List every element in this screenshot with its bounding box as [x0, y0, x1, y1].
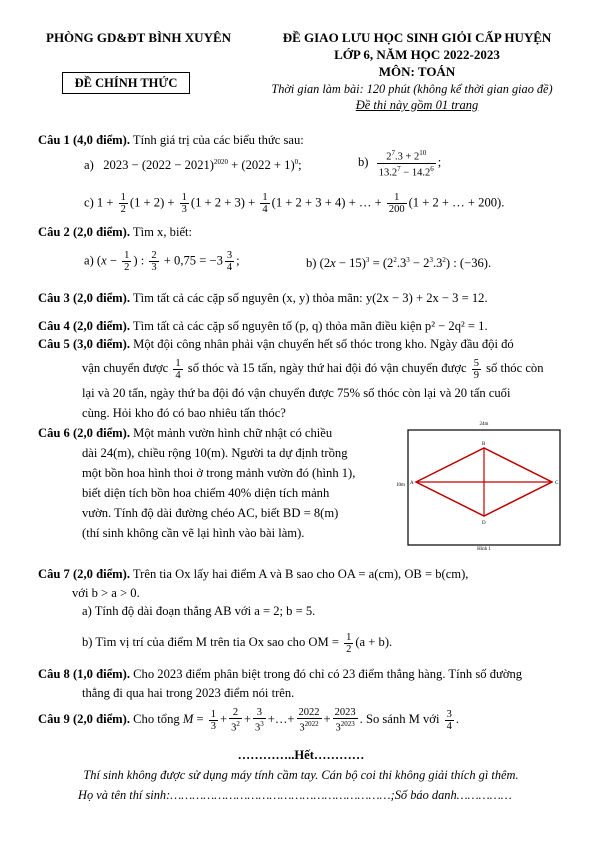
question-8-heading: Câu 8 (1,0 điểm).	[38, 667, 130, 681]
question-8-line1: Cho 2023 điểm phân biệt trong đó chỉ có 23 điểm thẳng hàng. Tính số đường	[133, 667, 523, 681]
question-6-line6: (thí sinh không cần vẽ lại hình vào bài làm).	[82, 526, 305, 540]
expr-2a: a) (x − $\frac{1}{2}$ ) : $\frac{2}{3}$ + 0,75 = −3 $\frac{3}{4}$ ;	[84, 250, 240, 273]
subject: MÔN: TOÁN	[378, 64, 456, 79]
question-8	[38, 664, 562, 684]
question-3	[38, 288, 562, 308]
end-marker: …………..Hết…………	[237, 748, 365, 762]
question-4-heading: Câu 4 (2,0 điểm).	[38, 319, 130, 333]
question-7-line2: với b > a > 0.	[72, 586, 140, 600]
point-a-label: A	[410, 481, 414, 486]
grade-year: LỚP 6, NĂM HỌC 2022-2023	[334, 47, 500, 62]
question-7-line1: Trên tia Ox lấy hai điểm A và B sao cho OA = a(cm), OB = b(cm),	[132, 567, 469, 581]
question-7a: a) Tính độ dài đoạn thẳng AB với a = 2; b = 5.	[82, 604, 316, 618]
point-d-label: D	[482, 521, 486, 526]
question-3-text: Tìm tất cả các cặp số nguyên (x, y) thỏa mãn: y(2x − 3) + 2x − 3 = 12.	[132, 291, 488, 305]
question-9: Câu 9 (2,0 điểm). Cho tổng M = $\frac{1}{3}$ + $\frac{2}{3^2}$ + $\frac{3}{3^3}$ +…+ $\frac{2022}{3^{2022}}$ + $\frac{2023}{3^{2023}}$ . So sánh M với $\frac{3}{4}$ .	[38, 706, 459, 734]
question-5	[38, 334, 562, 354]
question-4-text: Tìm tất cả các cặp số nguyên tố (p, q) thỏa mãn điều kiện p² − 2q² = 1.	[132, 319, 488, 333]
question-9-heading: Câu 9 (2,0 điểm).	[38, 712, 130, 726]
question-6-heading: Câu 6 (2,0 điểm).	[38, 426, 130, 440]
footer-note: Thí sinh không được sử dụng máy tính cầm tay. Cán bộ coi thi không giải thích gì thêm.	[83, 768, 519, 782]
question-5-line4: cùng. Hỏi kho đó có bao nhiêu tấn thóc?	[82, 406, 286, 420]
question-4	[38, 316, 562, 336]
question-6-line2: dài 24(m), chiều rộng 10(m). Người ta dự định trồng	[82, 446, 348, 460]
expr-1b: b) $\frac{2^7.3 + 2^{10}}{13.2^7 - 14.2^6}$ ;	[358, 149, 442, 178]
figure-height-label: 10m	[396, 483, 405, 488]
question-1-heading: Câu 1 (4,0 điểm).	[38, 133, 130, 147]
figure-width-label: 24m	[479, 422, 489, 427]
question-5-line2: vận chuyển được $\frac{1}{4}$ số thóc và 15 tấn, ngày thứ hai đội đó vận chuyển được $\frac{5}{9}$ số thóc còn	[82, 357, 544, 381]
question-6-line5: vườn. Tính độ dài đường chéo AC, biết BD = 8(m)	[82, 506, 339, 520]
question-2-text: Tìm x, biết:	[132, 225, 193, 239]
candidate-info: Họ và tên thí sinh:……………………………………………………;Số báo danh……………	[78, 788, 512, 802]
point-c-label: C	[555, 481, 559, 486]
expr-2b: b) $(2x - 15)^3 = (2^2.3^3 - 2^3.3^2)$ : (−36).	[306, 256, 492, 271]
question-6-line4: biết diện tích bồn hoa chiếm 40% diện tích mảnh	[82, 486, 330, 500]
question-1-text: Tính giá trị của các biểu thức sau:	[132, 133, 304, 147]
figure-1	[380, 418, 590, 558]
department: PHÒNG GD&ĐT BÌNH XUYÊN	[46, 30, 232, 45]
page-count: Đề thi này gồm 01 trang	[355, 98, 479, 112]
question-6-line3: một bồn hoa hình thoi ở trong mảnh vườn đó (hình 1),	[82, 466, 356, 480]
question-5-line1: Một đội công nhân phải vận chuyển hết số thóc trong kho. Ngày đầu đội đó	[133, 337, 514, 351]
question-7b: b) Tìm vị trí của điểm M trên tia Ox sao cho OM = $\frac{1}{2}$ (a + b).	[82, 631, 393, 655]
question-8-line2: thẳng đi qua hai trong 2023 điểm nói trên.	[82, 686, 295, 700]
question-7	[38, 564, 562, 584]
exam-title: ĐỀ GIAO LƯU HỌC SINH GIỎI CẤP HUYỆN	[282, 30, 552, 45]
question-1	[38, 130, 562, 150]
expr-1a: a) $2023 - (2022 - 2021)^{2020} + (2022 + 1)^0$;	[84, 158, 302, 173]
question-3-heading: Câu 3 (2,0 điểm).	[38, 291, 130, 305]
official-stamp: ĐỀ CHÍNH THỨC	[62, 72, 190, 94]
question-6-line1: Câu 6 (2,0 điểm). Một mảnh vườn hình chữ nhật có chiều	[38, 426, 333, 440]
question-5-line3: lại và 20 tấn, ngày thứ ba đội đó vận chuyển được 75% số thóc còn lại và 20 tấn cuối	[82, 386, 511, 400]
question-2	[38, 222, 562, 242]
time-limit: Thời gian làm bài: 120 phút (không kể thời gian giao đề)	[271, 82, 553, 96]
point-b-label: B	[482, 442, 486, 447]
question-7-heading: Câu 7 (2,0 điểm).	[38, 567, 130, 581]
expr-1c: c) 1 + $\frac{1}{2}$ (1 + 2) + $\frac{1}{3}$ (1 + 2 + 3) + $\frac{1}{4}$ (1 + 2 + 3 + 4) + … + $\frac{1}{200}$ (1 + 2 + … + 200).	[84, 192, 505, 215]
question-5-heading: Câu 5 (3,0 điểm).	[38, 337, 130, 351]
question-2-heading: Câu 2 (2,0 điểm).	[38, 225, 130, 239]
figure-caption: Hình 1	[477, 547, 491, 552]
